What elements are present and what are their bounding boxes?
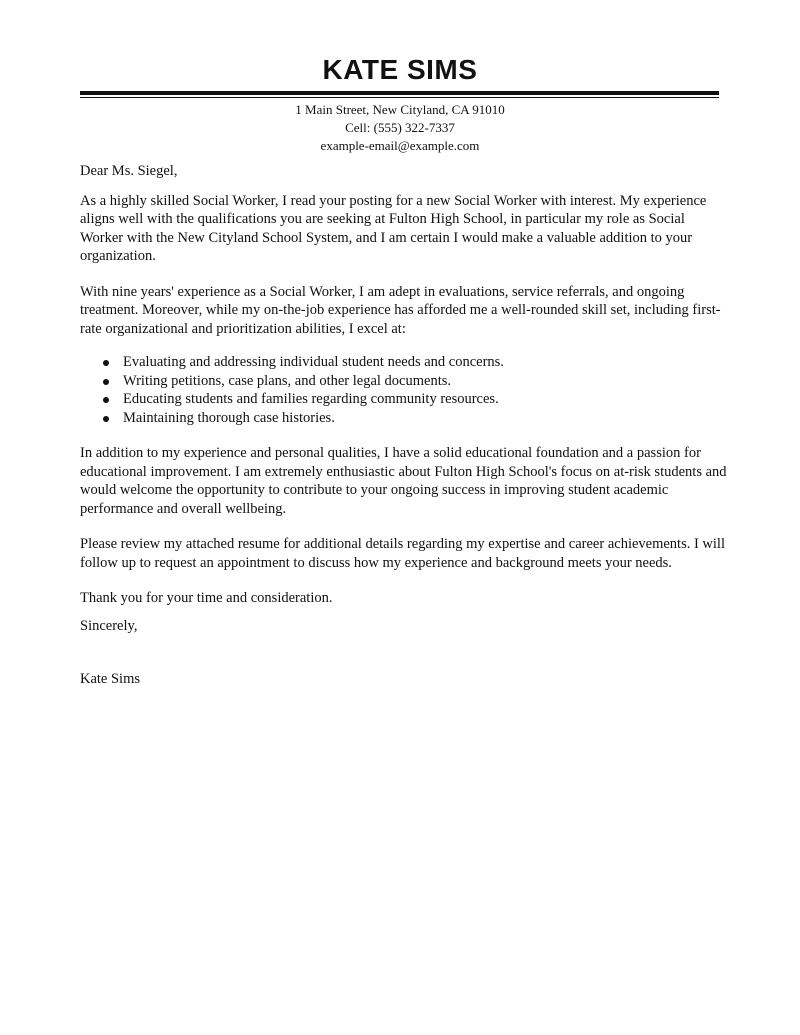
applicant-name: KATE SIMS (322, 54, 478, 85)
skills-list (80, 353, 730, 427)
skill-text: Maintaining thorough case histories. (123, 409, 335, 426)
letter-body (80, 162, 730, 689)
header-rule-thick (80, 91, 719, 95)
skill-item (123, 372, 730, 391)
bullet-icon (103, 397, 109, 403)
paragraph-experience: With nine years' experience as a Social Worker, I am adept in evaluations, service referrals, and ongoing treatment. Moreover, while my on-the-job experience has afforded me a well-rounded skill set, including first-rate organizational and prioritization abilities, I excel at: (80, 283, 721, 337)
bullet-icon (103, 379, 109, 385)
thanks-line: Thank you for your time and consideration. (80, 590, 333, 606)
salutation: Dear Ms. Siegel, (80, 163, 178, 179)
skill-text: Educating students and families regarding community resources. (123, 391, 499, 407)
skill-item (123, 409, 730, 428)
paragraph-intro: As a highly skilled Social Worker, I read your posting for a new Social Worker with interest. My experience aligns well with the qualifications you are seeking at Fulton High School, in particular my role as Social Worker with the New Cityland School System, and I am certain I would make a valuable addition to your organization. (80, 192, 707, 264)
skill-item (123, 390, 730, 409)
skill-item (123, 353, 730, 372)
header-rule-thin (80, 97, 719, 98)
paragraph-followup: Please review my attached resume for additional details regarding my expertise and career achievements. I will follow up to request an appointment to discuss how my experience and background meets your needs. (80, 536, 725, 571)
signature-name: Kate Sims (80, 671, 141, 687)
bullet-icon (103, 416, 109, 422)
cell-line: Cell: (555) 322-7337 (345, 120, 455, 135)
skill-text: Evaluating and addressing individual student needs and concerns. (123, 354, 504, 370)
address-line: 1 Main Street, New Cityland, CA 91010 (295, 102, 505, 117)
paragraph-education: In addition to my experience and personal qualities, I have a solid educational foundation and a passion for educational improvement. I am extremely enthusiastic about Fulton High School's focus on at-risk students and would welcome the opportunity to contribute to your ongoing success in improving student academic performance and overall wellbeing. (80, 445, 727, 517)
contact-block (0, 101, 800, 155)
skill-text: Writing petitions, case plans, and other legal documents. (123, 372, 451, 389)
bullet-icon (103, 360, 109, 366)
email-line: example-email@example.com (320, 138, 480, 153)
closing-line: Sincerely, (80, 617, 138, 634)
